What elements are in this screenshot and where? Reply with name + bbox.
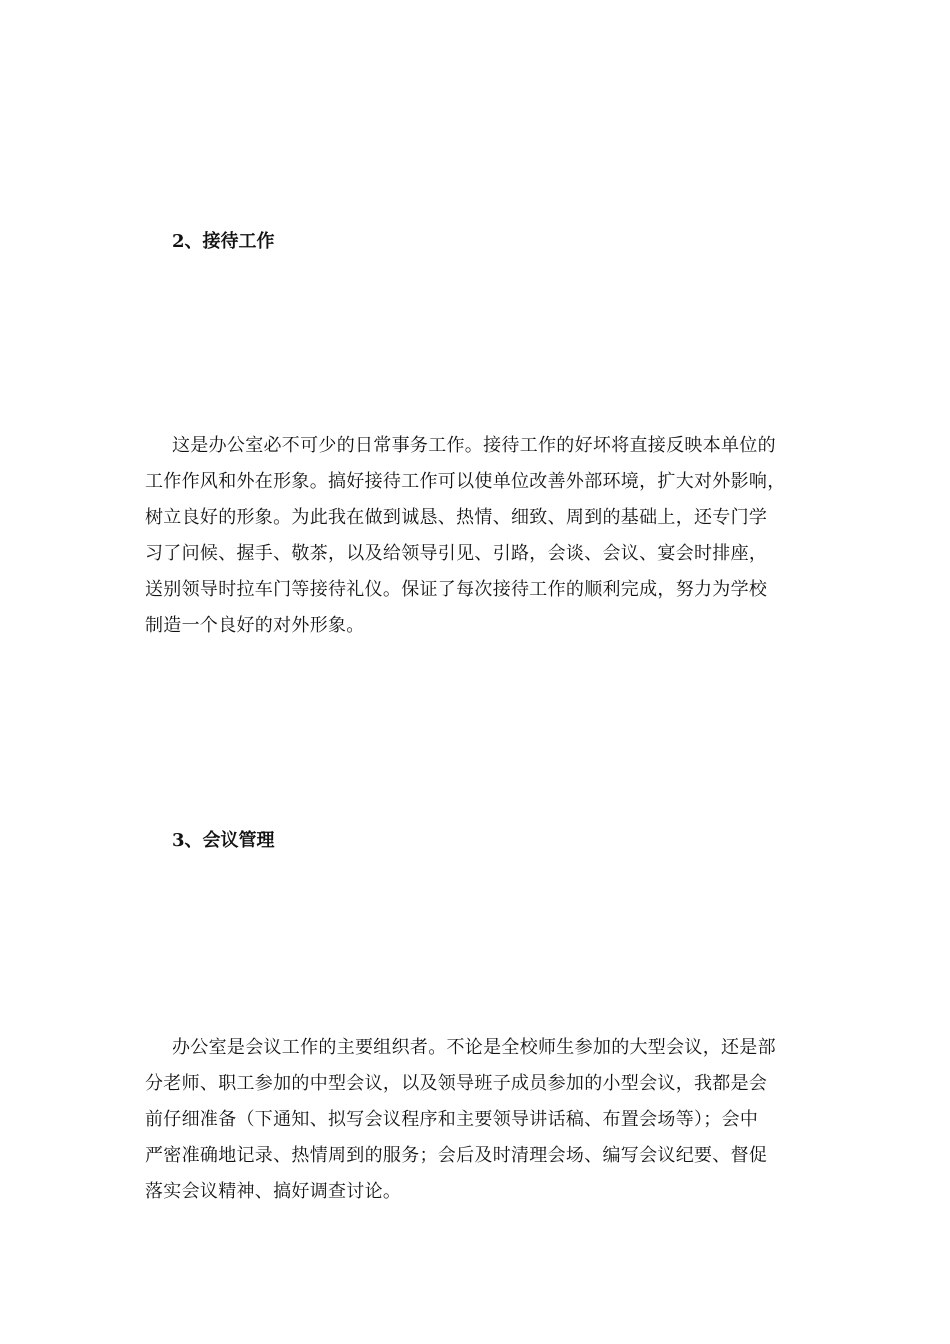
paragraph-line: 工作作风和外在形象。搞好接待工作可以使单位改善外部环境，扩大对外影响， bbox=[145, 471, 786, 492]
paragraph-line: 送别领导时拉车门等接待礼仪。保证了每次接待工作的顺利完成，努力为学校 bbox=[145, 579, 768, 600]
section-heading-meeting: 3、会议管理 bbox=[172, 830, 275, 851]
paragraph-line: 前仔细准备（下通知、拟写会议程序和主要领导讲话稿、布置会场等）；会中 bbox=[145, 1109, 759, 1130]
paragraph-line: 分老师、职工参加的中型会议，以及领导班子成员参加的小型会议，我都是会 bbox=[145, 1073, 768, 1094]
paragraph-line: 严密准确地记录、热情周到的服务；会后及时清理会场、编写会议纪要、督促 bbox=[145, 1145, 768, 1166]
paragraph-line: 制造一个良好的对外形象。 bbox=[145, 615, 365, 636]
paragraph-line: 办公室是会议工作的主要组织者。不论是全校师生参加的大型会议，还是部 bbox=[172, 1037, 776, 1058]
paragraph-line: 树立良好的形象。为此我在做到诚恳、热情、细致、周到的基础上，还专门学 bbox=[145, 507, 768, 528]
paragraph-line: 落实会议精神、搞好调查讨论。 bbox=[145, 1181, 402, 1202]
paragraph-reception bbox=[145, 428, 815, 644]
paragraph-line: 习了问候、握手、敬茶，以及给领导引见、引路，会谈、会议、宴会时排座， bbox=[145, 543, 768, 564]
paragraph-line: 这是办公室必不可少的日常事务工作。接待工作的好坏将直接反映本单位的 bbox=[172, 435, 776, 456]
paragraph-meeting bbox=[145, 1030, 815, 1210]
section-heading-reception: 2、接待工作 bbox=[172, 231, 275, 252]
